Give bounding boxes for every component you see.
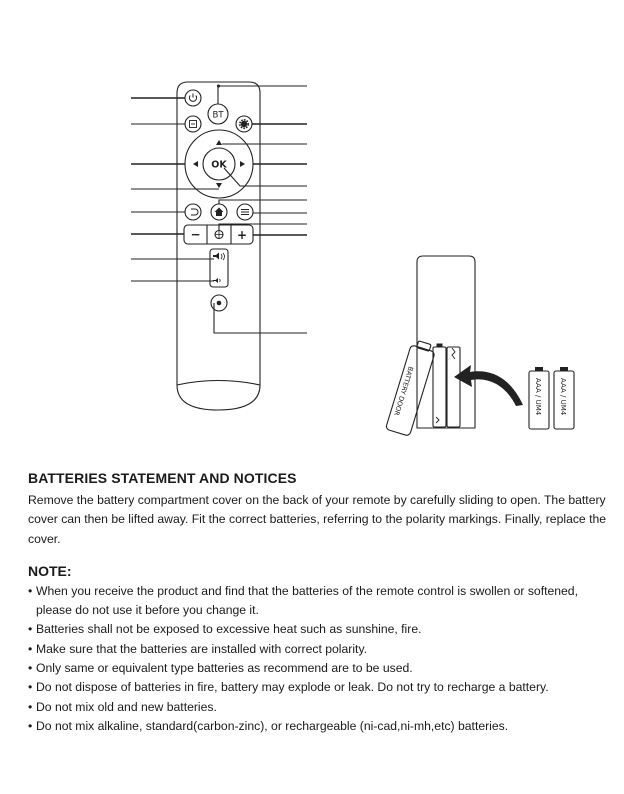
statement-heading: BATTERIES STATEMENT AND NOTICES [28,470,297,486]
note-item: • Do not mix old and new batteries. [28,699,217,714]
up-arrow-icon [216,140,222,145]
battery-cell-installed [433,347,446,427]
notes-list [28,582,608,736]
menu-button [237,204,253,220]
statement-body: Remove the battery compartment cover on the back of your remote by carefully sliding to open. The battery cover can then be lifted away. Fit the correct batteries, referring to the polarity markings. Finally, replace the cover. [28,493,607,546]
volume-down-label: − [190,227,201,242]
right-arrow-icon [240,161,245,167]
bt-label: BT [212,110,224,121]
back-button [185,204,201,220]
remote-back [417,256,475,428]
power-button [185,90,201,106]
battery-door [385,339,436,436]
note-item: • When you receive the product and find that the batteries of the remote control is swollen or softened, please do not use it before you change it. [28,583,578,618]
input-button [185,116,201,132]
battery-cell-label: AAA / UM4 [534,378,542,416]
ok-label: OK [211,159,227,171]
note-item: • Make sure that the batteries are installed with correct polarity. [28,641,368,656]
battery-door-label: BATTERY DOOR [392,365,415,417]
note-item: • Do not dispose of batteries in fire, battery may explode or leak. Do not try to recharge a battery. [28,680,549,695]
left-callouts [131,98,219,281]
battery-cell-installed [447,347,460,427]
left-arrow-icon [193,161,198,167]
note-item: • Only same or equivalent type batteries as recommend are to be used. [28,661,413,676]
record-button [211,295,227,311]
instructions-text [28,470,608,736]
note-item: • Do not mix alkaline, standard(carbon-zinc), or rechargeable (ni-cad,ni-mh,etc) batteries. [28,718,509,733]
battery-cell-label: AAA / UM4 [559,378,567,416]
home-button [211,204,227,220]
settings-button [236,116,252,132]
note-heading: NOTE: [28,562,72,579]
note-item: • Batteries shall not be exposed to excessive heat such as sunshine, fire. [28,622,422,637]
insert-arrow-icon [454,365,523,406]
volume-up-label: + [236,228,248,242]
down-arrow-icon [216,183,222,188]
